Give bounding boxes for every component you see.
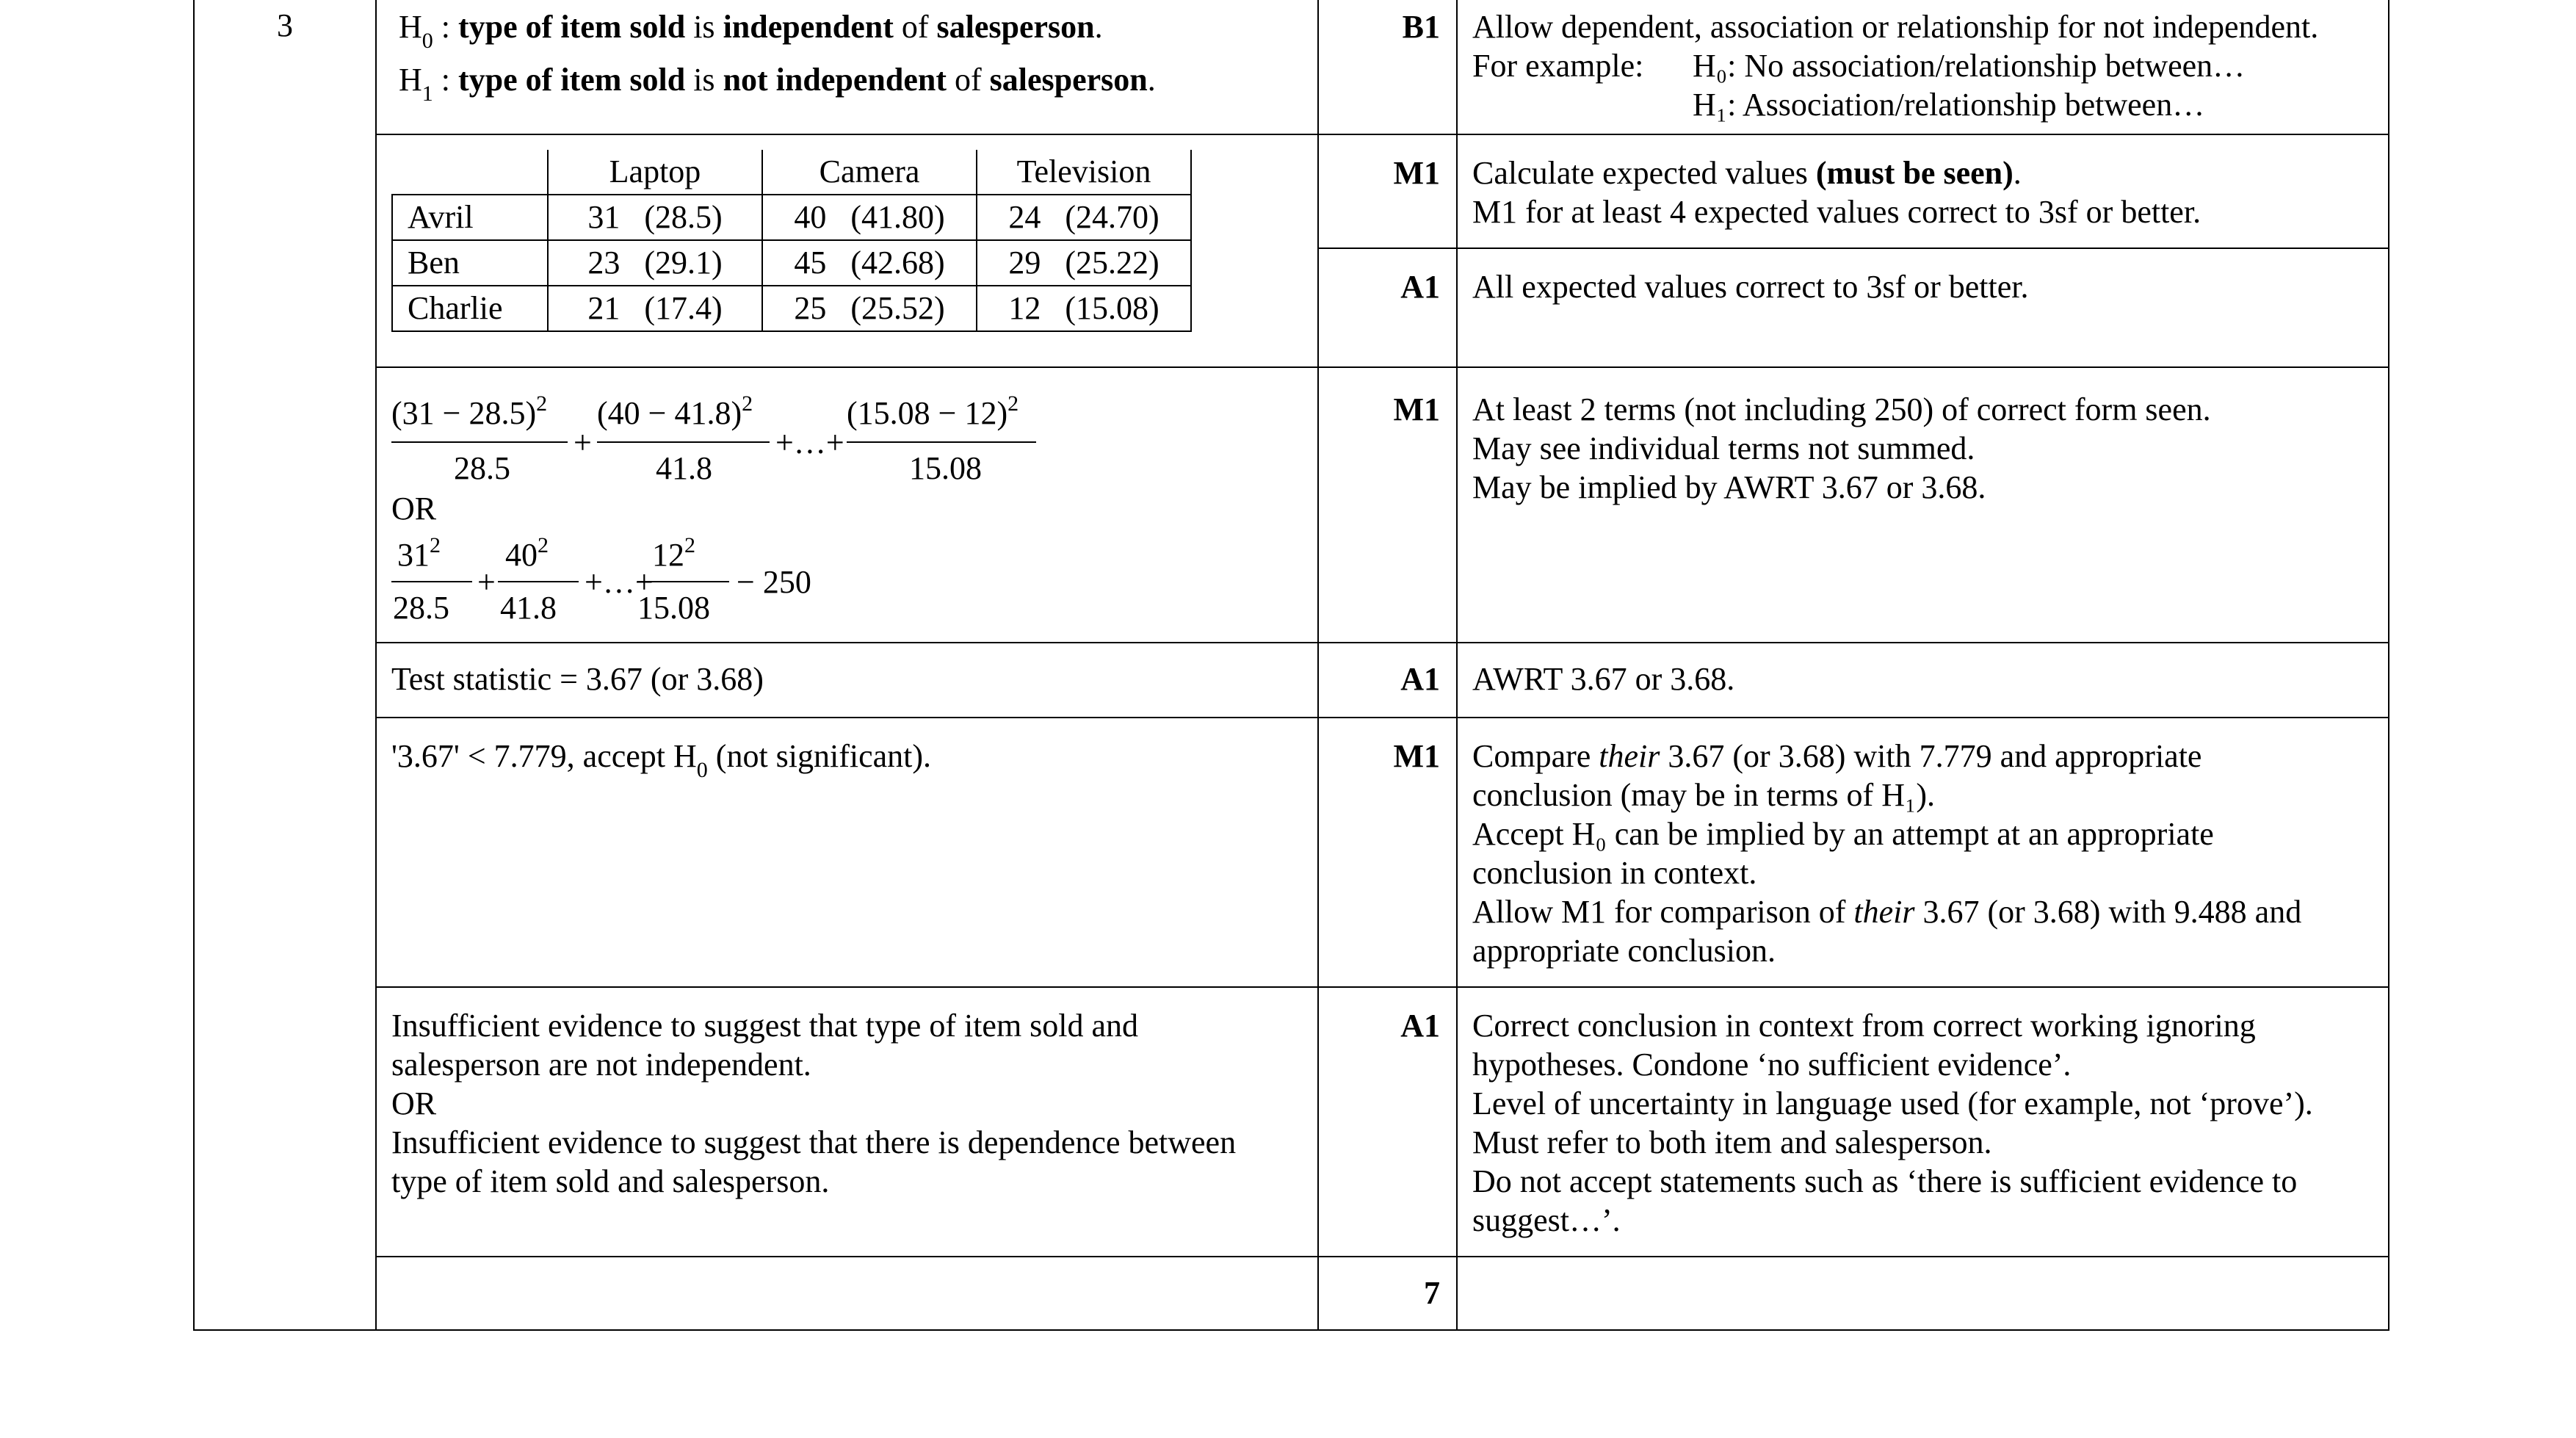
total-row xyxy=(194,1257,2389,1330)
minus-250: − 250 xyxy=(737,564,811,600)
fraction-bar xyxy=(391,581,472,582)
fraction-denominator: 15.08 xyxy=(909,450,982,486)
expected-values-answer xyxy=(376,134,1318,367)
chi-squared-working-row xyxy=(194,367,2389,643)
table-row xyxy=(392,286,1191,331)
table-cell: 21 (17.4) xyxy=(548,286,762,331)
fraction-bar xyxy=(847,441,1036,443)
fraction-bar xyxy=(498,581,579,582)
hypotheses-answer xyxy=(376,0,1318,134)
null-hypothesis: $H_0$ : type of item sold is independent of salesperson. xyxy=(399,9,1103,53)
comparison-answer: '3.67' < 7.779, accept $H_0$ (not significant). xyxy=(376,718,1318,987)
test-statistic-guidance: AWRT 3.67 or 3.68. xyxy=(1457,643,2389,718)
expected-guidance-2: All expected values correct to 3sf or better. xyxy=(1457,248,2389,367)
fraction-bar xyxy=(637,581,729,582)
fraction-numerator: $(40 - 41.8)^2$ xyxy=(597,391,753,431)
row-name: Charlie xyxy=(392,286,548,331)
hypotheses-guidance xyxy=(1457,0,2389,134)
conclusion-guidance: Correct conclusion in context from correct working ignoring hypotheses. Condone ‘no sufficient evidence’. Level of uncertainty in language used (for example, not ‘prove’). Must refer to both item and salesperson. Do not accept statements such as ‘there is sufficient evidence to suggest…’. xyxy=(1457,987,2389,1257)
chi-squared-working xyxy=(376,367,1318,643)
plus-sign: + xyxy=(477,564,496,600)
working-guidance: At least 2 terms (not including 250) of correct form seen. May see individual terms not summed. May be implied by AWRT 3.67 or 3.68. xyxy=(1457,367,2389,643)
expected-values-row xyxy=(194,134,2389,248)
table-cell: 25 (25.52) xyxy=(762,286,977,331)
fraction-bar xyxy=(597,441,770,443)
guidance-text: Allow dependent, association or relationship for not independent. xyxy=(1472,9,2319,45)
mark-m1: M1 xyxy=(1318,367,1457,643)
column-header: Camera xyxy=(762,150,977,195)
expected-values-table xyxy=(391,150,1192,332)
column-header: Laptop xyxy=(548,150,762,195)
test-statistic: Test statistic = 3.67 (or 3.68) xyxy=(376,643,1318,718)
fraction-bar xyxy=(391,441,568,443)
mark-b1: B1 xyxy=(1318,0,1457,134)
table-cell: 24 (24.70) xyxy=(977,195,1191,240)
hypotheses-row xyxy=(194,0,2389,134)
table-cell: 31 (28.5) xyxy=(548,195,762,240)
fraction-numerator: $40^2$ xyxy=(505,533,549,573)
column-header: Television xyxy=(977,150,1191,195)
table-cell: 45 (42.68) xyxy=(762,240,977,286)
alternative-hypothesis: $H_1$ : type of item sold is not independent of salesperson. xyxy=(399,62,1156,106)
table-cell: 12 (15.08) xyxy=(977,286,1191,331)
fraction-numerator: $12^2$ xyxy=(652,533,695,573)
comparison-guidance: Compare their 3.67 (or 3.68) with 7.779 and appropriate conclusion (may be in terms of H₁). Accept H₀ can be implied by an attempt at an appropriate conclusion in context. Allow M1 for comparison of their 3.67 (or 3.68) with 9.488 and appropriate conclusion. xyxy=(1457,718,2389,987)
mark-m1: M1 xyxy=(1318,134,1457,248)
table-cell: 29 (25.22) xyxy=(977,240,1191,286)
fraction-numerator: $(15.08 - 12)^2$ xyxy=(847,391,1019,431)
fraction-denominator: 41.8 xyxy=(656,450,712,486)
conclusion-row xyxy=(194,987,2389,1257)
table-cell: 23 (29.1) xyxy=(548,240,762,286)
guidance-example: For example: H₀: No association/relationship between… xyxy=(1472,48,2246,84)
plus-sign: + xyxy=(574,424,592,460)
question-number: 3 xyxy=(194,0,376,1330)
or-label: OR xyxy=(391,491,437,527)
test-statistic-row xyxy=(194,643,2389,718)
table-cell: 40 (41.80) xyxy=(762,195,977,240)
fraction-numerator: $31^2$ xyxy=(397,533,441,573)
mark-a1: A1 xyxy=(1318,643,1457,718)
fraction-denominator: 41.8 xyxy=(500,590,557,626)
total-marks: 7 xyxy=(1318,1257,1457,1330)
table-row xyxy=(392,195,1191,240)
guidance-example-h1: H₁: Association/relationship between… xyxy=(1693,87,2205,123)
mark-scheme-table xyxy=(193,0,2389,1331)
row-name: Ben xyxy=(392,240,548,286)
fraction-denominator: 28.5 xyxy=(393,590,449,626)
comparison-row xyxy=(194,718,2389,987)
row-name: Avril xyxy=(392,195,548,240)
mark-m1: M1 xyxy=(1318,718,1457,987)
conclusion-answer: Insufficient evidence to suggest that type of item sold and salesperson are not independent. OR Insufficient evidence to suggest that there is dependence between type of item sold and salesperson. xyxy=(376,987,1318,1257)
mark-a1: A1 xyxy=(1318,248,1457,367)
mark-a1: A1 xyxy=(1318,987,1457,1257)
ellipsis: +…+ xyxy=(585,564,654,600)
ellipsis: +…+ xyxy=(775,424,844,460)
table-row xyxy=(392,240,1191,286)
fraction-denominator: 15.08 xyxy=(637,590,710,626)
expected-guidance: Calculate expected values (must be seen). M1 for at least 4 expected values correct to 3sf or better. xyxy=(1457,134,2389,248)
fraction-numerator: $(31 - 28.5)^2$ xyxy=(391,391,548,431)
fraction-denominator: 28.5 xyxy=(454,450,510,486)
